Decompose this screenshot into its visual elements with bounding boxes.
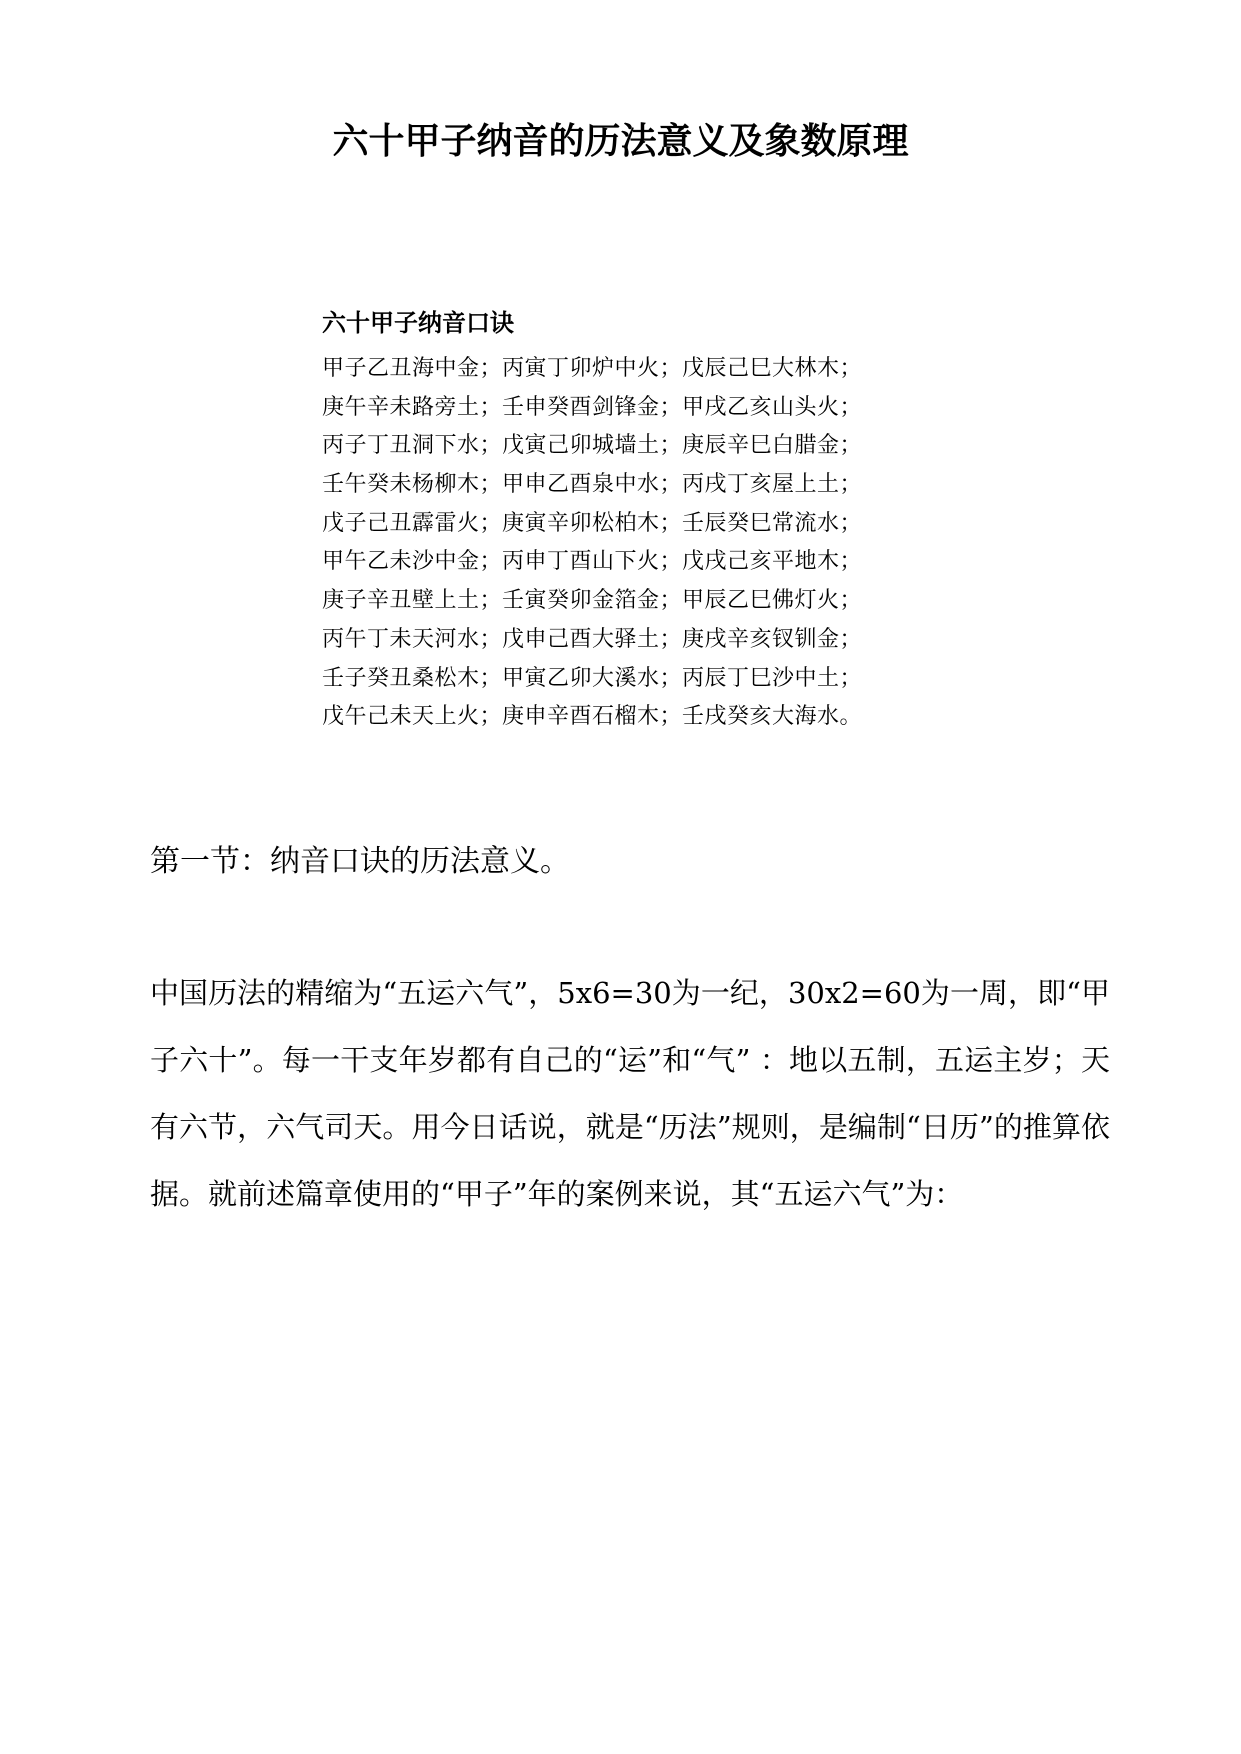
mnemonic-line: 庚午辛未路旁土；壬申癸酉剑锋金；甲戌乙亥山头火；: [322, 394, 863, 420]
mnemonic-line: 甲午乙未沙中金；丙申丁酉山下火；戊戌己亥平地木；: [322, 549, 863, 575]
mnemonic-line: 丙子丁丑洞下水；戊寅己卯城墙土；庚辰辛巳白腊金；: [322, 433, 863, 459]
mnemonic-title: 六十甲子纳音口诀: [322, 309, 514, 337]
mnemonic-line: 戊子己丑霹雷火；庚寅辛卯松柏木；壬辰癸巳常流水；: [322, 510, 863, 536]
mnemonic-line: 壬子癸丑桑松木；甲寅乙卯大溪水；丙辰丁巳沙中土；: [322, 665, 863, 691]
mnemonic-line: 庚子辛丑壁上土；壬寅癸卯金箔金；甲辰乙巳佛灯火；: [322, 588, 863, 614]
mnemonic-line: 丙午丁未天河水；戊申己酉大驿土；庚戌辛亥钗钏金；: [322, 626, 863, 652]
body-paragraph: 中国历法的精缩为“五运六气”，5x6=30为一纪，30x2=60为一周，即“甲子六十”。每一干支年岁都有自己的“运”和“气” ：地以五制，五运主岁；天有六节，六气司天。用今日话说，就是“历法”规则，是编制“日历”的推算依据。就前述篇章使用的“甲子”年的案例来说，其“五运六气”为：: [150, 976, 1110, 1211]
mnemonic-line: 壬午癸未杨柳木；甲申乙酉泉中水；丙戌丁亥屋上土；: [322, 472, 863, 498]
mnemonic-line: 甲子乙丑海中金；丙寅丁卯炉中火；戊辰己巳大林木；: [322, 356, 863, 381]
mnemonic-list: [322, 350, 942, 737]
mnemonic-block: [322, 306, 942, 737]
document-title: 六十甲子纳音的历法意义及象数原理: [332, 121, 909, 162]
section-heading: 第一节：纳音口诀的历法意义。: [150, 844, 570, 879]
mnemonic-line: 戊午己未天上火；庚申辛酉石榴木；壬戌癸亥大海水。: [322, 704, 863, 730]
